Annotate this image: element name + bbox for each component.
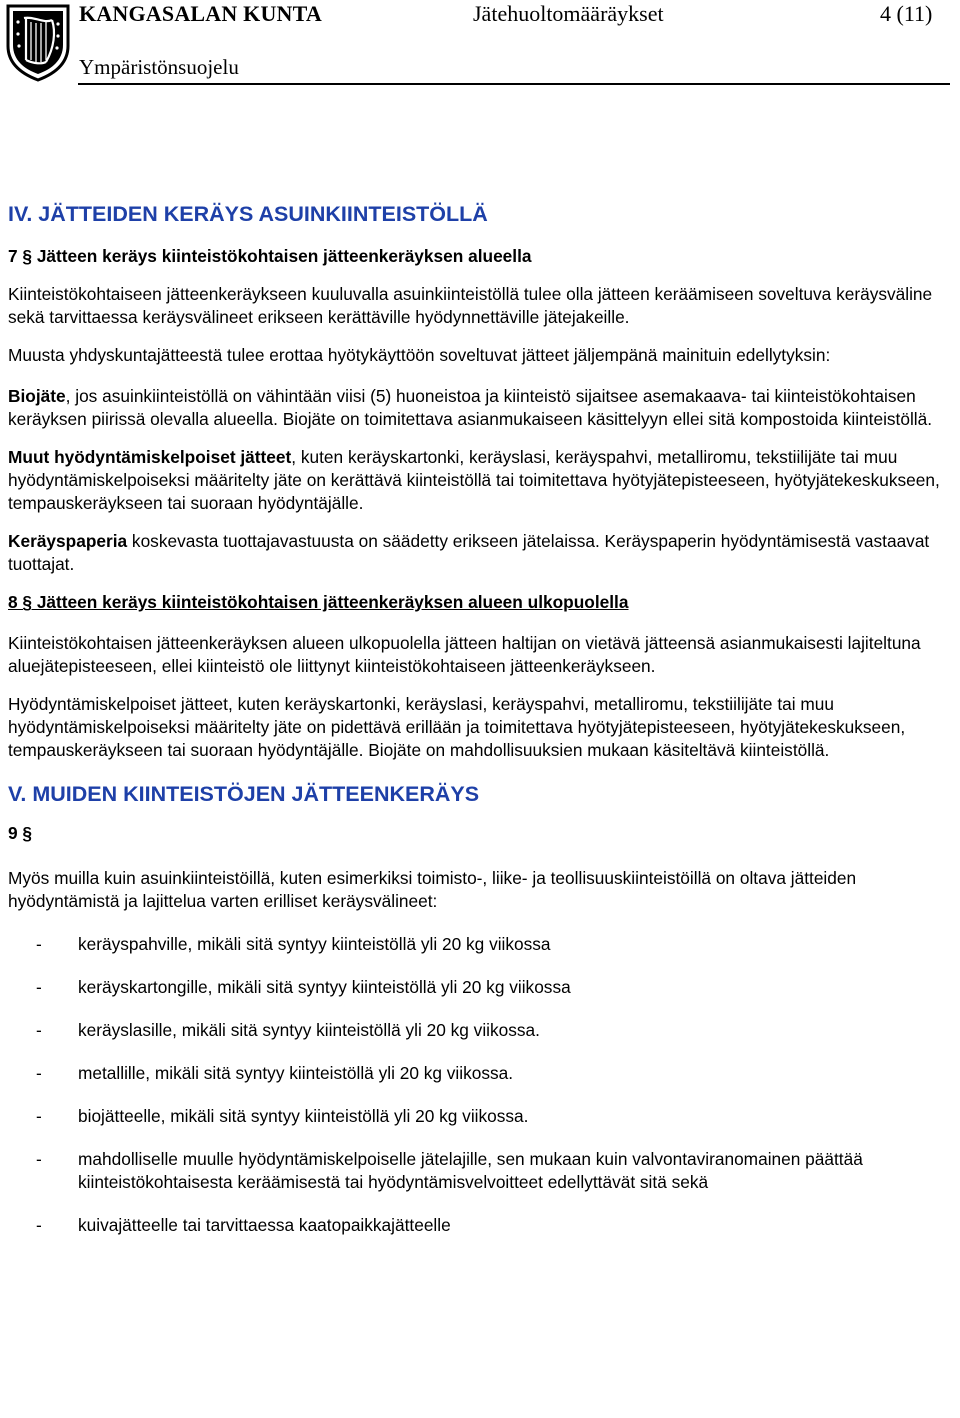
document-body [8, 200, 954, 1257]
chapter-heading-iv: IV. JÄTTEIDEN KERÄYS ASUINKIINTEISTÖLLÄ [8, 202, 488, 226]
section-heading-9: 9 § [8, 823, 33, 843]
header-divider [78, 83, 950, 85]
list-item-text: keräyskartongille, mikäli sitä syntyy kiinteistöllä yli 20 kg viikossa [78, 977, 571, 997]
list-item [8, 933, 954, 956]
department-name: Ympäristönsuojelu [79, 55, 239, 79]
municipal-coat-of-arms-icon [4, 2, 72, 82]
bold-term: Biojäte [8, 386, 66, 406]
paragraph: Hyödyntämiskelpoiset jätteet, kuten keräyskartonki, keräyslasi, keräyspahvi, metalliromu, tekstiilijäte tai muu hyödyntämiskelpoiseksi määritelty jäte on pidettävä erillään ja toimitettava hyötyjätepisteeseen, hyötyjätekeskukseen, tempauskeräykseen tai suoraan hyödyntäjälle. Biojäte on mahdollisuuksien mukaan käsiteltävä kiinteistöllä. [8, 694, 906, 760]
paragraph: Kiinteistökohtaiseen jätteenkeräykseen kuuluvalla asuinkiinteistöllä tulee olla jätteen keräämiseen soveltuva keräysväline sekä tarvittaessa keräysvälineet erikseen kerättäville hyödynnettäville jätejakeille. [8, 284, 933, 327]
organization-name: KANGASALAN KUNTA [79, 1, 322, 26]
paragraph-text: koskevasta tuottajavastuusta on säädetty erikseen jätelaissa. Keräyspaperin hyödyntämisestä vastaavat tuottajat. [8, 531, 930, 574]
list-dash: - [36, 977, 42, 997]
list-dash: - [36, 1106, 42, 1126]
collection-requirements-list [8, 933, 954, 1237]
page-number: 4 (11) [880, 1, 933, 26]
list-dash: - [36, 1149, 42, 1169]
paragraph [8, 446, 954, 515]
list-item-text: kuivajätteelle tai tarvittaessa kaatopaikkajätteelle [78, 1215, 451, 1235]
paragraph: Kiinteistökohtaisen jätteenkeräyksen alueen ulkopuolella jätteen haltijan on vietävä jätteensä asianmukaisesti lajiteltuna aluejätepisteeseen, ellei kiinteistö ole liittynyt kiinteistökohtaiseen jätteenkeräykseen. [8, 633, 921, 676]
paragraph-text: , jos asuinkiinteistöllä on vähintään viisi (5) huoneistoa ja kiinteistö sijaitsee asemakaava- tai kiinteistökohtaisen keräyksen piirissä olevalla alueella. Biojäte on toimitettava asianmukaiseen käsittelyyn ellei sitä kompostoida kiinteistöllä. [8, 386, 933, 429]
bold-term: Muut hyödyntämiskelpoiset jätteet [8, 447, 292, 467]
list-dash: - [36, 1020, 42, 1040]
list-item [8, 1214, 954, 1237]
document-title: Jätehuoltomääräykset [473, 1, 664, 26]
section-heading-8: 8 § Jätteen keräys kiinteistökohtaisen jätteenkeräyksen alueen ulkopuolella [8, 592, 629, 612]
list-item-text: keräyslasille, mikäli sitä syntyy kiinteistöllä yli 20 kg viikossa. [78, 1020, 540, 1040]
paragraph [8, 385, 954, 431]
list-item [8, 976, 954, 999]
list-item-text: mahdolliselle muulle hyödyntämiskelpoiselle jätelajille, sen mukaan kuin valvontaviranomainen päättää kiinteistökohtaisesta keräämisestä tai hyödyntämisvelvoitteet edellyttävät sitä sekä [78, 1149, 863, 1192]
list-dash: - [36, 1063, 42, 1083]
list-item [8, 1062, 954, 1085]
list-item-text: biojätteelle, mikäli sitä syntyy kiinteistöllä yli 20 kg viikossa. [78, 1106, 529, 1126]
page-header [0, 0, 960, 90]
list-item-text: keräyspahville, mikäli sitä syntyy kiinteistöllä yli 20 kg viikossa [78, 934, 551, 954]
paragraph: Myös muilla kuin asuinkiinteistöillä, kuten esimerkiksi toimisto-, liike- ja teollisuuskiinteistöillä on oltava jätteiden hyödyntämistä ja lajittelua varten erilliset keräysvälineet: [8, 868, 857, 911]
paragraph-text: , kuten keräyskartonki, keräyslasi, keräyspahvi, metalliromu, tekstiilijäte tai muu hyödyntämiskelpoiseksi määritelty jäte on kerättävä kiinteistöllä tai toimitettava hyötyjätepisteeseen, hyötyjätekeskukseen, tempauskeräykseen tai suoraan hyödyntäjälle. [8, 447, 940, 513]
list-dash: - [36, 1215, 42, 1235]
list-item-text: metallille, mikäli sitä syntyy kiinteistöllä yli 20 kg viikossa. [78, 1063, 514, 1083]
paragraph [8, 530, 954, 576]
bold-term: Keräyspaperia [8, 531, 128, 551]
chapter-heading-v: V. MUIDEN KIINTEISTÖJEN JÄTTEENKERÄYS [8, 782, 480, 806]
paragraph: Muusta yhdyskuntajätteestä tulee erottaa hyötykäyttöön soveltuvat jätteet jäljempänä mainituin edellytyksin: [8, 345, 831, 365]
list-item [8, 1019, 954, 1042]
list-dash: - [36, 934, 42, 954]
section-heading-7: 7 § Jätteen keräys kiinteistökohtaisen jätteenkeräyksen alueella [8, 246, 532, 266]
list-item [8, 1148, 954, 1194]
list-item [8, 1105, 954, 1128]
